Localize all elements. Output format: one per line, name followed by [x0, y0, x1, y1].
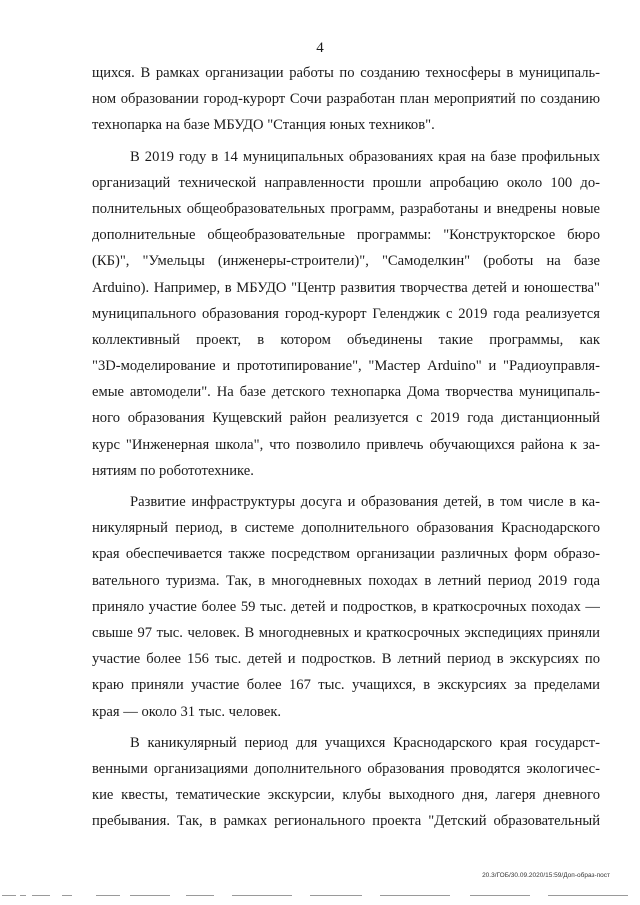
text-line: технопарка на базе МБУДО "Станция юных техников". — [92, 117, 435, 134]
text-line: нятиям по робототехнике. — [92, 462, 254, 479]
text-line: полнительных общеобразовательных программ, разработаны и внедрены новые — [92, 200, 600, 217]
text-line: приняло участие более 59 тыс. детей и подростков, в краткосрочных походах — — [92, 598, 600, 615]
text-line: щихся. В рамках организации работы по созданию техносферы в муниципаль- — [92, 65, 600, 81]
page-number: 4 — [316, 40, 324, 56]
text-line: свыше 97 тыс. человек. В многодневных и краткосрочных экспедициях приняли — [92, 624, 600, 641]
text-line: ного образования Кущевский район реализуется с 2019 года дистанционный — [92, 410, 600, 427]
text-line: дополнительные общеобразовательные программы: "Конструкторское бюро — [92, 227, 600, 244]
paragraph-1 — [92, 60, 600, 139]
text-line: "3D-моделирование и прототипирование", "Мастер Arduino" и "Радиоуправля- — [92, 358, 600, 375]
text-line: участие более 156 тыс. детей и подростков. В летний период в экскурсиях по — [92, 651, 600, 668]
text-line: никулярный период, в системе дополнительного образования Краснодарского — [92, 520, 600, 537]
text-line: краю приняли участие более 167 тыс. учащихся, в экскурсиях за пределами — [92, 677, 600, 694]
text-line: края обеспечивается также посредством организации различных форм образо- — [92, 546, 600, 563]
text-line: кие квесты, тематические экскурсии, клубы выходного дня, лагеря дневного — [92, 787, 600, 804]
document-code: 20.3/ГОБ/30.09.2020/15:59/Доп-образ-пост — [482, 872, 610, 879]
text-line: Arduino). Например, в МБУДО "Центр развития творчества детей и юношества" — [92, 279, 600, 296]
text-line: (КБ)", "Умельцы (инженеры-строители)", "Самоделкин" (роботы на базе — [92, 253, 600, 270]
text-line: Развитие инфраструктуры досуга и образования детей, в том числе в ка- — [130, 494, 600, 510]
text-line: В 2019 году в 14 муниципальных образованиях края на базе профильных — [130, 148, 600, 165]
paragraph-2 — [92, 144, 600, 484]
text-line: венными организациями дополнительного образования проводятся экологичес- — [92, 760, 600, 777]
document-body — [92, 60, 600, 834]
text-line: курс "Инженерная школа", что позволило привлечь обучающихся района к за- — [92, 436, 600, 453]
text-line: вательного туризма. Так, в многодневных походах в летний период 2019 года — [92, 572, 600, 589]
scan-artifact-line — [0, 893, 640, 899]
text-line: ном образовании город-курорт Сочи разработан план мероприятий по созданию — [92, 91, 600, 108]
text-line: емые автомодели". На базе детского технопарка Дома творчества муниципаль- — [92, 384, 600, 401]
text-line: края — около 31 тыс. человек. — [92, 703, 282, 720]
text-line: пребывания. Так, в рамках регионального проекта "Детский образовательный — [92, 813, 600, 830]
paragraph-4 — [92, 730, 600, 835]
text-line: муниципального образования город-курорт Геленджик с 2019 года реализуется — [92, 305, 600, 322]
text-line: В каникулярный период для учащихся Краснодарского края государст- — [130, 734, 600, 751]
text-line: коллективный проект, в котором объединены такие программы, как — [92, 331, 600, 348]
paragraph-3 — [92, 489, 600, 725]
text-line: организаций технической направленности прошли апробацию около 100 до- — [92, 174, 600, 191]
